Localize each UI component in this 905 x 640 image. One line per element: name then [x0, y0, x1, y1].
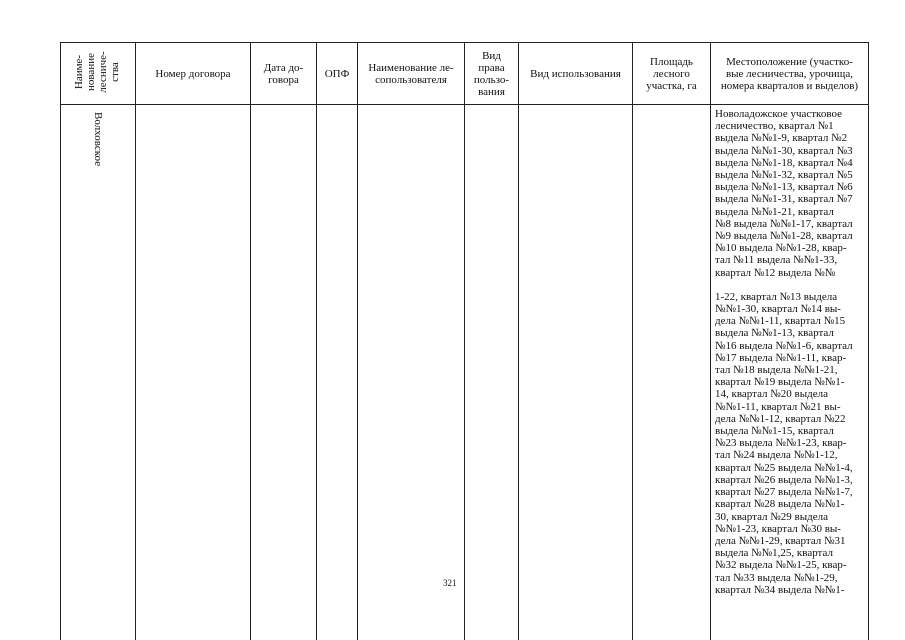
location-text-part2: 1-22, квартал №13 выдела №№1-30, квартал №14 вы- дела №№1-11, квартал №15 выдела №№1-13, квартал №16 выдела №№1-6, квартал №17 выдела №№1-11, квар- тал №18 выдела №№1-21, квартал №19 выдела №№1- 14, квартал №20 выдела №№1-11, квартал №21 вы- дела №№1-12, квартал №22 выдела №№1-15, квартал №23 выдела №№1-23, квар- тал №24 выдела №№1-12, квартал №25 выдела №№1-4, квартал №26 выдела №№1-3, квартал №27 выдела №№1-7, квартал №28 выдела №№1- 30, квартал №29 выдела №№1-23, квартал №30 вы- дела №№1-29, квартал №31 выдела №№1,25, квартал №32 выдела №№1-25, квар- тал №33 выдела №№1-29, квартал №34 выдела №№1-: [715, 290, 853, 596]
column-divider: [464, 42, 465, 640]
column-divider: [60, 42, 61, 640]
location-text-part1: Новоладожское участковое лесничество, квартал №1 выдела №№1-9, квартал №2 выдела №№1-30, квартал №3 выдела №№1-18, квартал №4 выдела №№1-32, квартал №5 выдела №№1-13, квартал №6 выдела №№1-31, квартал №7 выдела №№1-21, квартал №8 выдела №№1-17, квартал №9 выдела №№1-28, квартал №10 выдела №№1-28, квар- тал №11 выдела №№1-33, квартал №12 выдела №№: [715, 108, 853, 279]
header-location: Местоположение (участко- вые лесничества, урочища, номера кварталов и выделов): [720, 55, 859, 92]
column-divider: [710, 42, 711, 640]
header-user-name: Наименование ле- сопользователя: [368, 61, 454, 86]
header-usage-type: Вид использования: [530, 67, 621, 80]
column-divider: [357, 42, 358, 640]
column-divider: [250, 42, 251, 640]
column-divider: [632, 42, 633, 640]
header-contract-date: Дата до- говора: [263, 61, 304, 86]
header-contract-number: Номер договора: [155, 67, 231, 80]
cell-location: [715, 108, 867, 596]
column-divider: [135, 42, 136, 640]
header-forestry: Наиме- нование лесниче- ства: [73, 51, 121, 93]
header-right-type: Вид права пользо- вания: [473, 49, 510, 98]
cell-forestry-name: Волховское: [92, 112, 104, 167]
header-area: Площадь лесного участка, га: [646, 55, 697, 92]
header-opf: ОПФ: [324, 67, 350, 80]
page-number: 321: [443, 578, 457, 588]
column-divider: [316, 42, 317, 640]
column-divider: [518, 42, 519, 640]
column-divider: [868, 42, 869, 640]
